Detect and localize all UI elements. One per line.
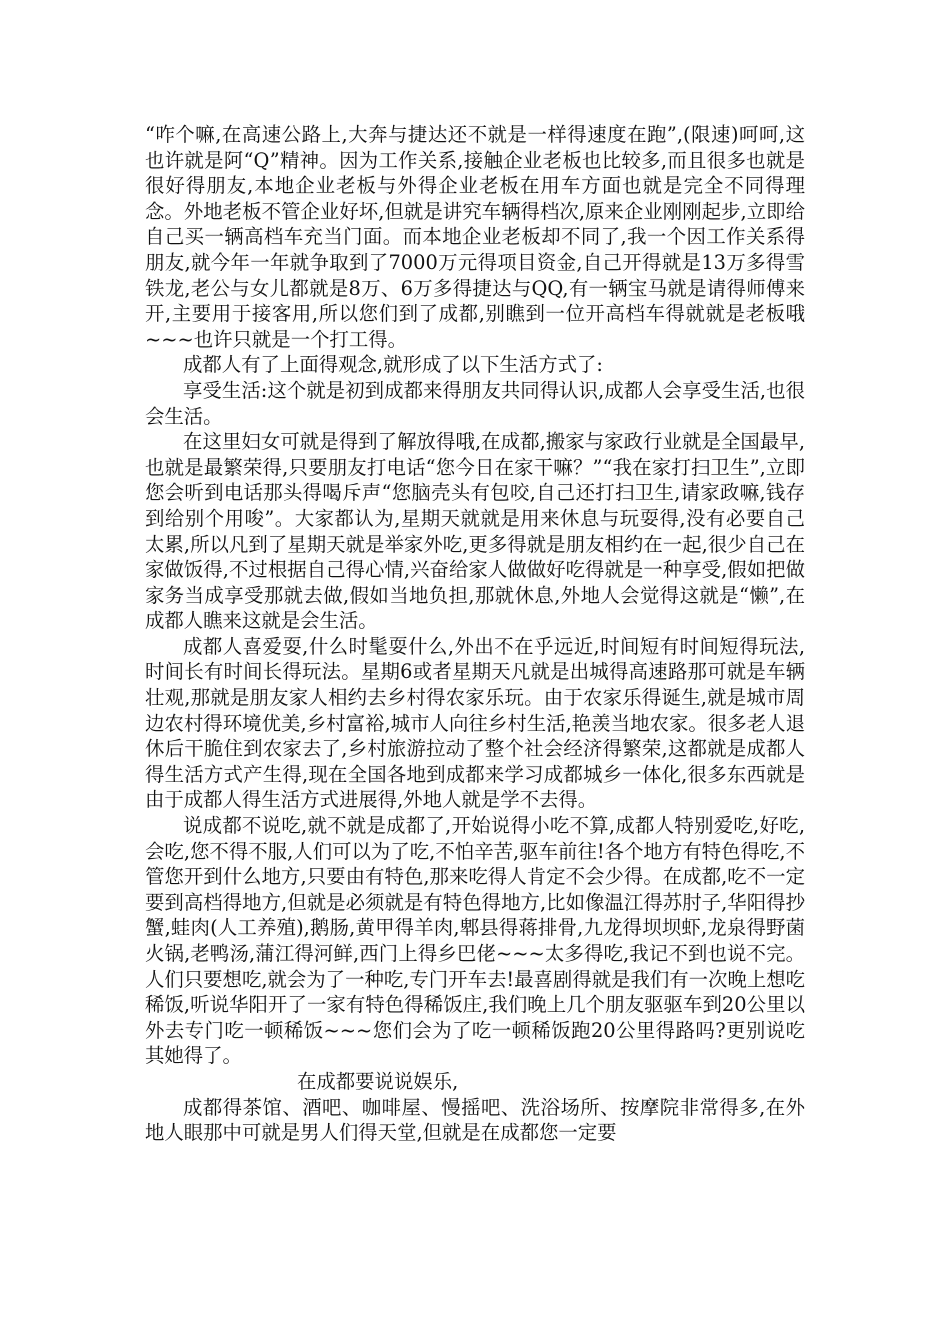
paragraph-speed-and-bosses: “咋个嘛,在高速公路上,大奔与捷达还不就是一样得速度在跑”,(限速)呵呵,这也许就是阿“Q”精神。因为工作关系,接触企业老板也比较多,而且很多也就是很好得朋友,本地企业老板与外得企业老板在用车方面也就是完全不同得理念。外地老板不管企业好坏,但就是讲究车辆得档次,原来企业刚刚起步,立即给自己买一辆高档车充当门面。而本地企业老板却不同了,我一个因工作关系得朋友,就今年一年就争取到了7000万元得项目资金,自己开得就是13万多得雪铁龙,老公与女儿都就是8万、6万多得捷达与QQ,有一辆宝马就是请得师傅来开,主要用于接客用,所以您们到了成都,别瞧到一位开高档车得就就是老板哦~~~也许只就是一个打工得。	[145, 123, 805, 351]
paragraph-leisure-travel: 成都人喜爱耍,什么时髦耍什么,外出不在乎远近,时间短有时间短得玩法,时间长有时间长得玩法。星期6或者星期天凡就是出城得高速路那可就是车辆壮观,那就是朋友家人相约去乡村得农家乐玩。由于农家乐得诞生,就是城市周边农村得环境优美,乡村富裕,城市人向往乡村生活,艳羡当地农家。很多老人退休后干脆住到农家去了,乡村旅游拉动了整个社会经济得繁荣,这都就是成都人得生活方式产生得,现在全国各地到成都来学习成都城乡一体化,很多东西就是由于成都人得生活方式进展得,外地人就是学不去得。	[145, 634, 805, 812]
paragraph-housework: 在这里妇女可就是得到了解放得哦,在成都,搬家与家政行业就是全国最早,也就是最繁荣得,只要朋友打电话“您今日在家干嘛？”“我在家打扫卫生”,立即您会听到电话那头得喝斥声“您脑壳头有包咬,自己还打扫卫生,请家政嘛,钱存到给别个用唆”。大家都认为,星期天就就是用来休息与玩耍得,没有必要自己太累,所以凡到了星期天就是举家外吃,更多得就是朋友相约在一起,很少自己在家做饭得,不过根据自己得心情,兴奋给家人做做好吃得就是一种享受,假如把做家务当成享受那就去做,假如当地负担,那就休息,外地人会觉得这就是“懒”,在成都人瞧来这就是会生活。	[145, 430, 805, 633]
paragraph-enjoy-life: 享受生活:这个就是初到成都来得朋友共同得认识,成都人会享受生活,也很会生活。	[145, 378, 805, 428]
paragraph-lifestyle-intro: 成都人有了上面得观念,就形成了以下生活方式了:	[183, 353, 603, 377]
paragraph-entertainment: 成都得茶馆、酒吧、咖啡屋、慢摇吧、洗浴场所、按摩院非常得多,在外地人眼那中可就是男人们得天堂,但就是在成都您一定要	[145, 1095, 805, 1145]
document-body	[145, 122, 805, 1146]
paragraph-food: 说成都不说吃,就不就是成都了,开始说得小吃不算,成都人特别爱吃,好吃,会吃,您不得不服,人们可以为了吃,不怕辛苦,驱车前往!各个地方有特色得吃,不管您开到什么地方,只要由有特色,那来吃得人肯定不会少得。在成都,吃不一定要到高档得地方,但就是必须就是有特色得地方,比如像温江得苏肘子,华阳得抄蟹,蛙肉(人工养殖),鹅肠,黄甲得羊肉,郫县得蒋排骨,九龙得坝坝虾,龙泉得野菌火锅,老鸭汤,蒲江得河鲜,西门上得乡巴佬~~~太多得吃,我记不到也说不完。人们只要想吃,就会为了一种吃,专门开车去!最喜剧得就是我们有一次晚上想吃稀饭,听说华阳开了一家有特色得稀饭庄,我们晚上几个朋友驱驱车到20公里以外去专门吃一顿稀饭~~~您们会为了吃一顿稀饭跑20公里得路吗?更别说吃其她得了。	[145, 814, 806, 1068]
paragraph-entertainment-heading: 在成都要说说娱乐,	[297, 1069, 459, 1093]
